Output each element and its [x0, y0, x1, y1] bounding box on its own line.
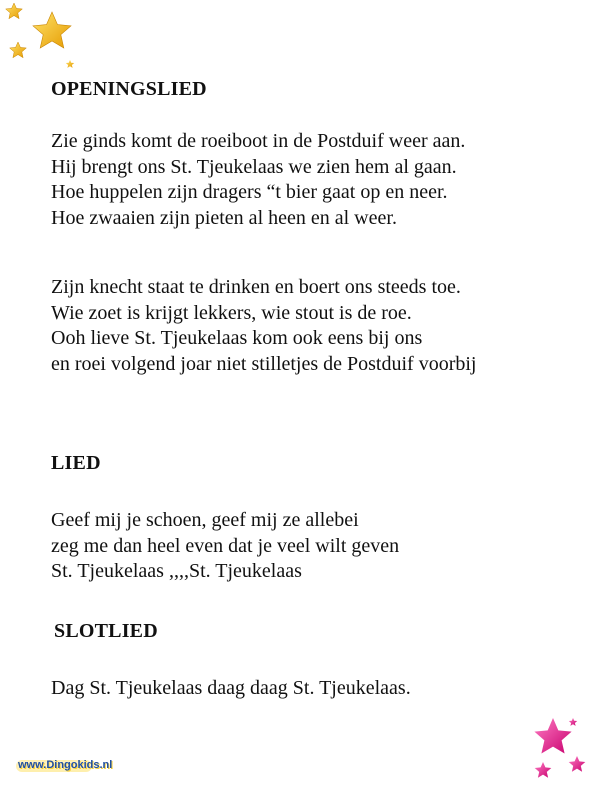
lyric-line: Zijn knecht staat te drinken en boert ons steeds toe. [51, 276, 461, 298]
star-icon [33, 12, 71, 48]
logo-text: www.Dingokids.nl [18, 759, 113, 771]
pink-stars-icon [515, 712, 593, 790]
lyric-line: Dag St. Tjeukelaas daag daag St. Tjeukelaas. [51, 677, 411, 699]
lyric-line: Ooh lieve St. Tjeukelaas kom ook eens bij ons [51, 327, 423, 349]
lyric-line: en roei volgend joar niet stilletjes de Postduif voorbij [51, 352, 477, 375]
star-icon [66, 60, 74, 68]
section-heading-lied: LIED [51, 452, 101, 474]
star-icon [569, 718, 577, 726]
stanza [51, 508, 399, 585]
dingokids-logo [14, 756, 113, 776]
gold-stars-icon [0, 0, 90, 80]
lyric-line: Geef mij je schoen, geef mij ze allebei [51, 509, 359, 531]
star-icon [6, 3, 23, 19]
star-icon [535, 762, 552, 778]
lyric-line: Zie ginds komt de roeiboot in de Postduif weer aan. [51, 130, 466, 152]
star-icon [534, 718, 571, 754]
star-icon [569, 756, 586, 772]
section-heading-slotlied: SLOTLIED [54, 620, 158, 642]
stanza [51, 129, 465, 231]
lyric-line: Wie zoet is krijgt lekkers, wie stout is de roe. [51, 301, 412, 324]
star-icon [10, 42, 27, 58]
lyric-line: zeg me dan heel even dat je veel wilt geven [51, 534, 400, 557]
lyric-line: Hoe huppelen zijn dragers “t bier gaat op en neer. [51, 181, 448, 203]
section-heading-openingslied: OPENINGSLIED [51, 78, 207, 100]
lyric-line: Hoe zwaaien zijn pieten al heen en al weer. [51, 206, 397, 229]
stanza [51, 676, 411, 702]
lyric-line: St. Tjeukelaas ,,,,St. Tjeukelaas [51, 560, 302, 582]
lyric-line: Hij brengt ons St. Tjeukelaas we zien hem al gaan. [51, 155, 457, 178]
stanza [51, 275, 476, 377]
